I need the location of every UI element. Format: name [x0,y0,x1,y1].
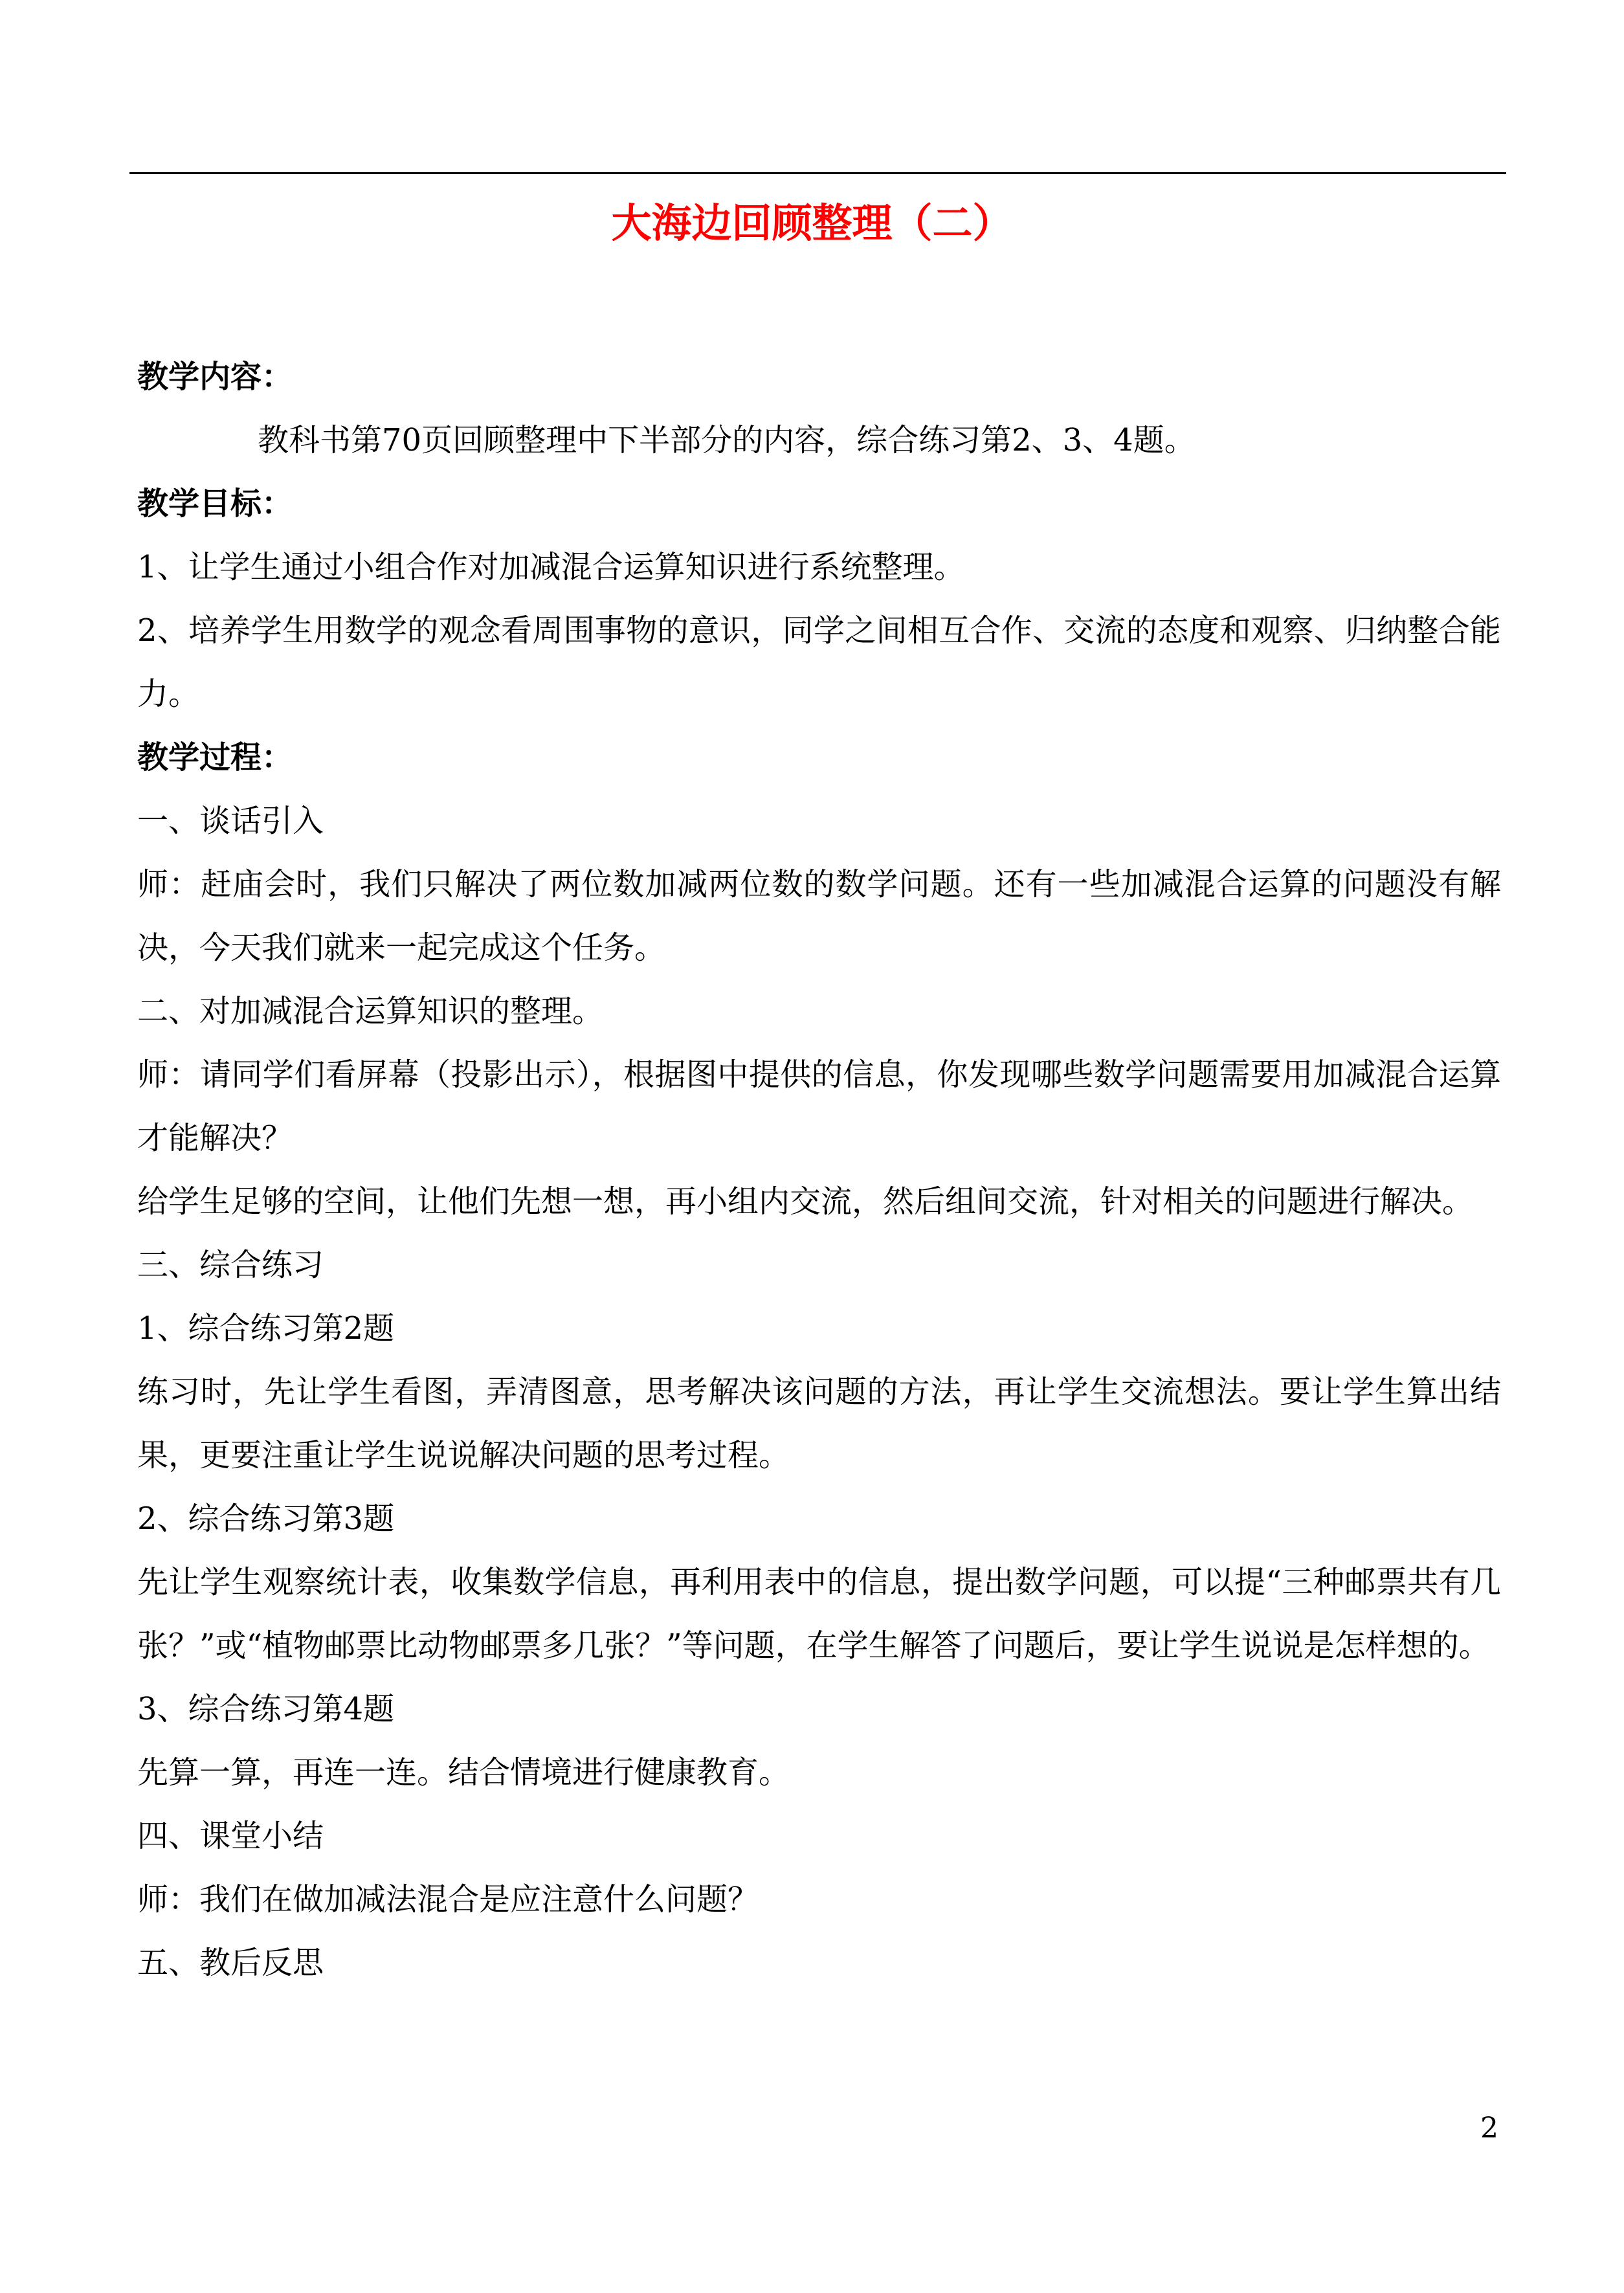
goal-item: 2、培养学生用数学的观念看周围事物的意识，同学之间相互合作、交流的态度和观察、归纳整合能力。 [137,612,1501,712]
page-number: 2 [1480,2112,1498,2145]
process-step-title: 二、对加减混合运算知识的整理。 [137,993,604,1029]
document-body [137,345,1501,1995]
goal-item: 1、让学生通过小组合作对加减混合运算知识进行系统整理。 [137,549,965,585]
teaching-goals-heading: 教学目标： [137,486,293,522]
teaching-process-heading: 教学过程： [137,739,293,776]
process-step-title: 四、课堂小结 [137,1818,324,1854]
exercise-title: 3、综合练习第4题 [137,1691,395,1727]
process-step-text: 师：我们在做加减法混合是应注意什么问题？ [137,1881,759,1918]
exercise-title: 2、综合练习第3题 [137,1501,395,1537]
process-step-title: 五、教后反思 [137,1945,324,1981]
exercise-text: 练习时，先让学生看图，弄清图意，思考解决该问题的方法，再让学生交流想法。要让学生算出结果，更要注重让学生说说解决问题的思考过程。 [137,1374,1501,1473]
exercise-text: 先算一算，再连一连。结合情境进行健康教育。 [137,1754,790,1791]
exercise-text: 先让学生观察统计表，收集数学信息，再利用表中的信息，提出数学问题，可以提“三种邮票共有几张？”或“植物邮票比动物邮票多几张？”等问题，在学生解答了问题后，要让学生说说是怎样想的。 [137,1564,1501,1664]
process-step-text: 给学生足够的空间，让他们先想一想，再小组内交流，然后组间交流，针对相关的问题进行解决。 [137,1183,1474,1220]
process-step-text: 师：赶庙会时，我们只解决了两位数加减两位数的数学问题。还有一些加减混合运算的问题没有解决，今天我们就来一起完成这个任务。 [137,866,1501,966]
teaching-content-heading: 教学内容： [137,359,293,395]
document-title: 大海边回顾整理（二） [611,199,1013,247]
teaching-content-text: 教科书第70页回顾整理中下半部分的内容，综合练习第2、3、4题。 [258,422,1196,458]
exercise-title: 1、综合练习第2题 [137,1310,395,1347]
process-step-text: 师：请同学们看屏幕（投影出示），根据图中提供的信息，你发现哪些数学问题需要用加减混合运算才能解决？ [137,1057,1501,1156]
header-rule [129,172,1506,174]
process-step-title: 三、综合练习 [137,1247,324,1283]
process-step-title: 一、谈话引入 [137,803,324,839]
